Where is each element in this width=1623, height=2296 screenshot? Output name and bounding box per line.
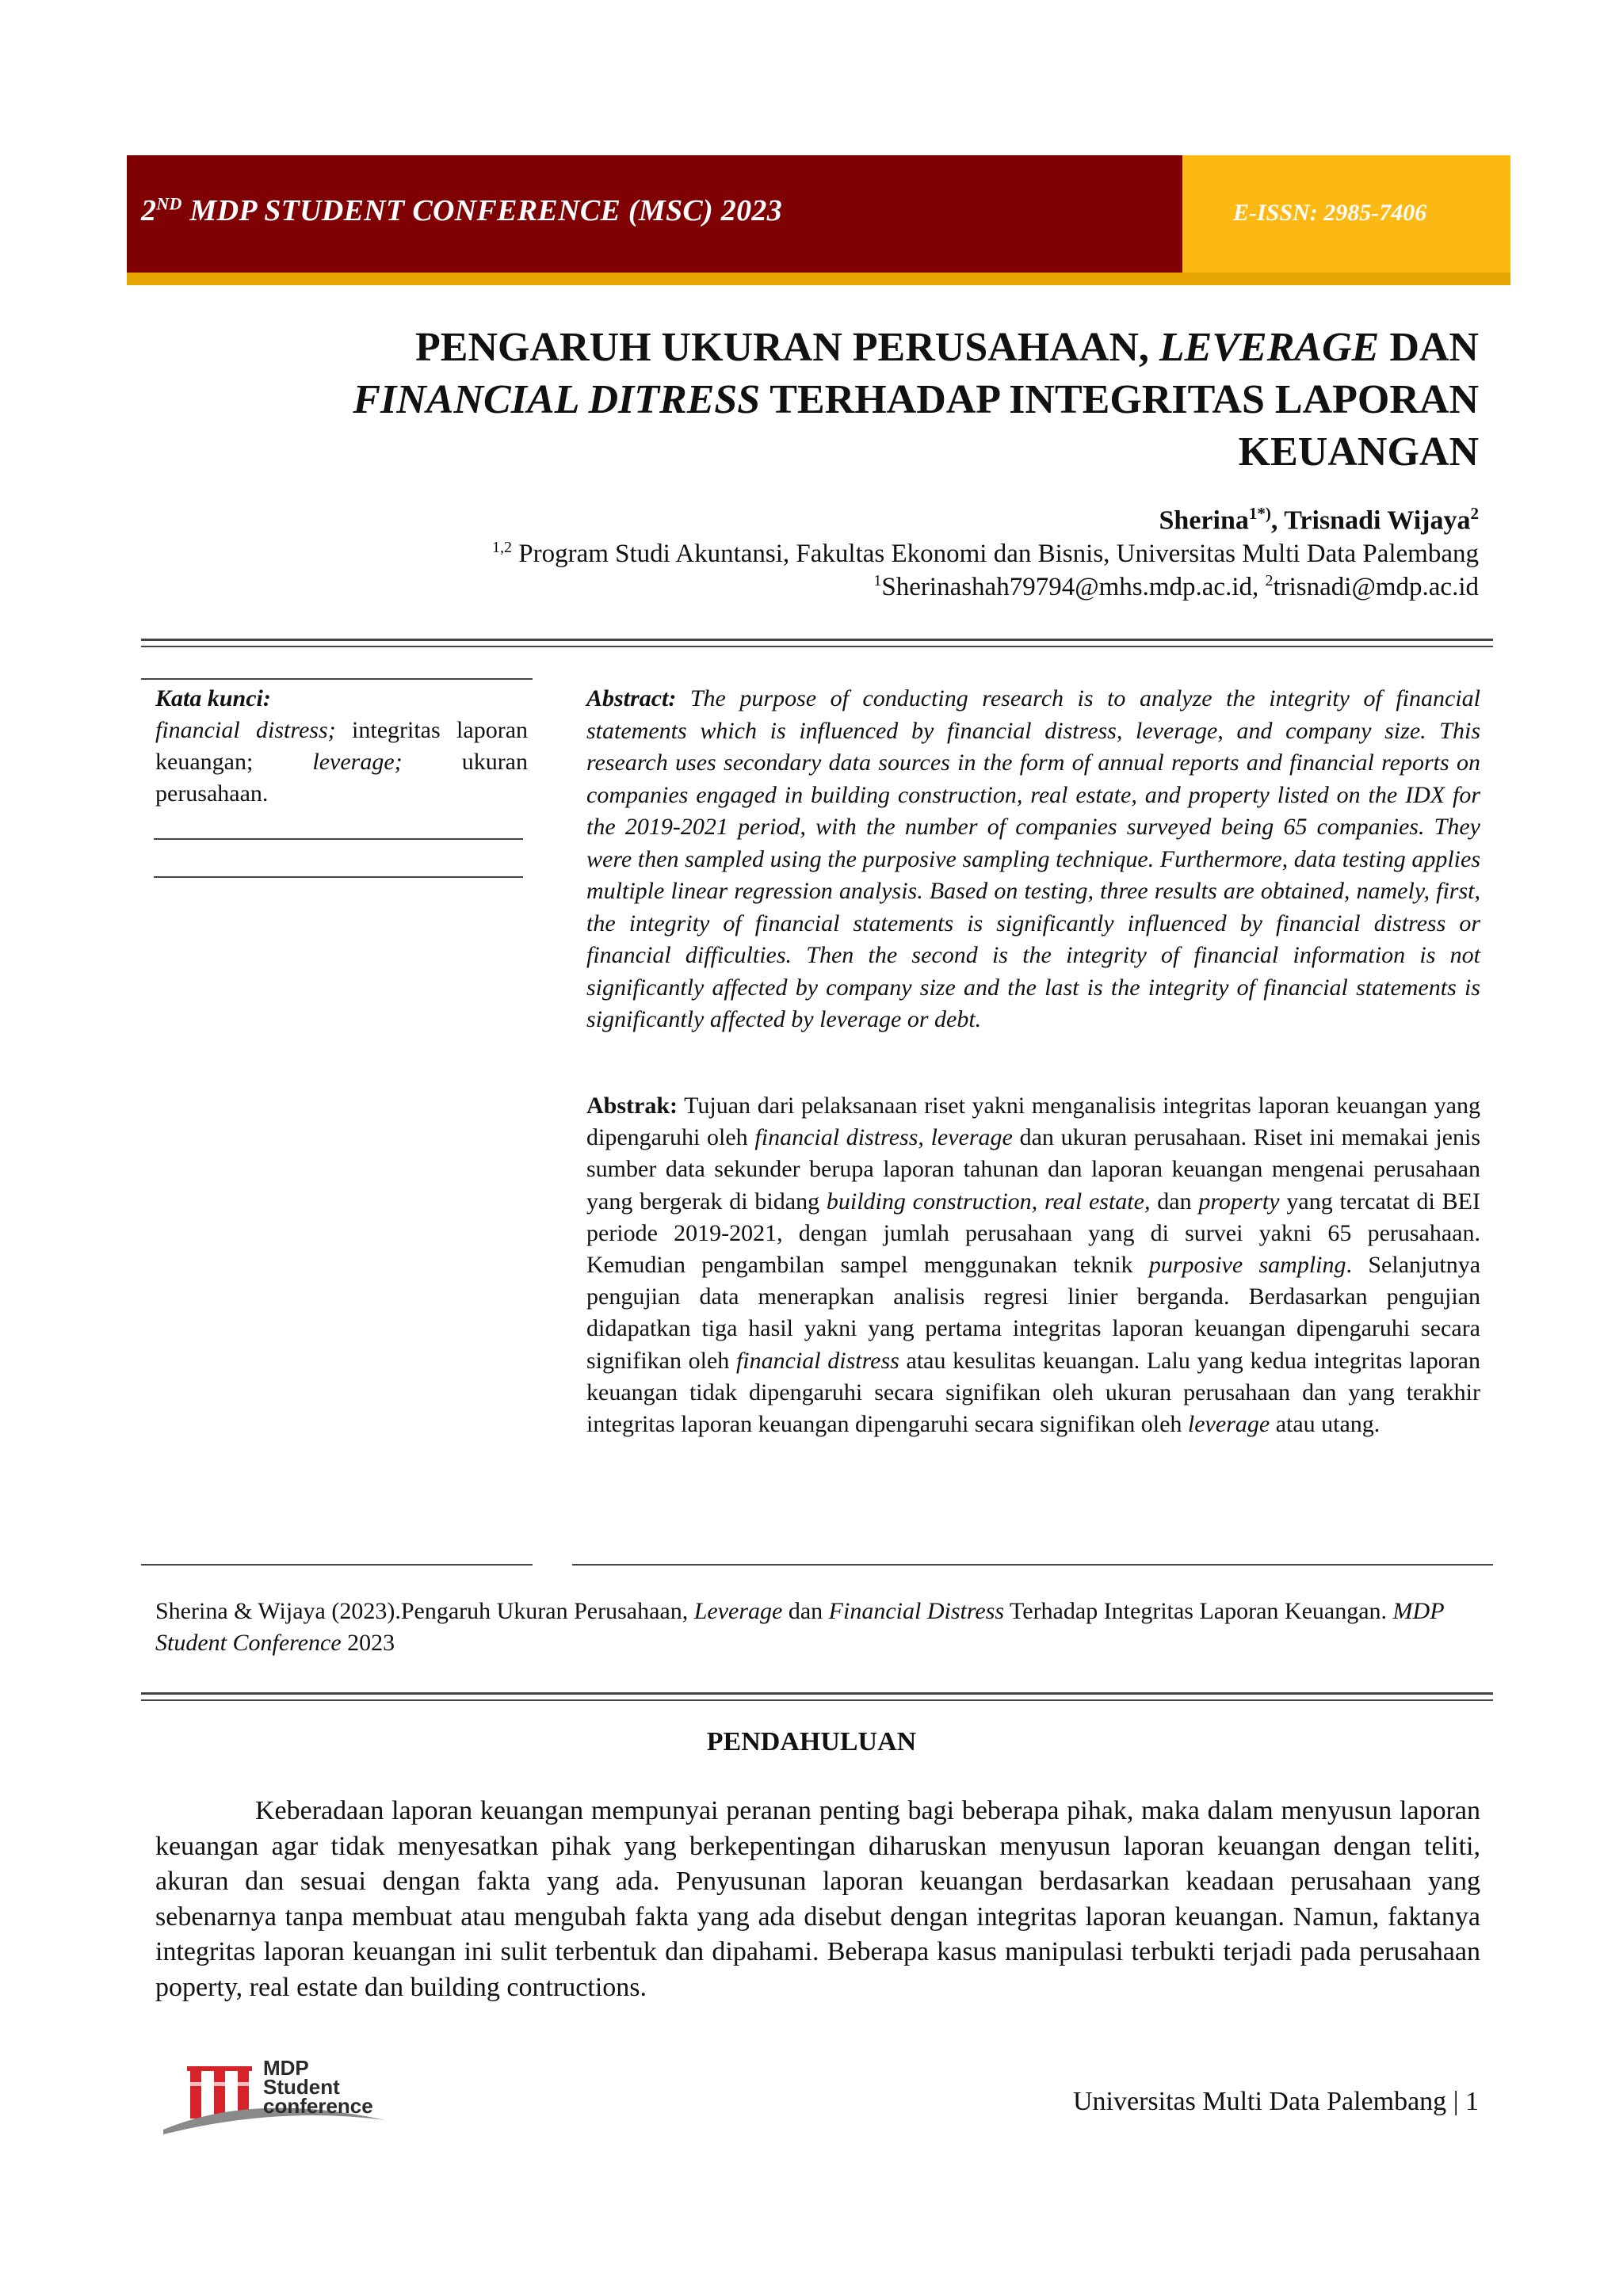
author-emails: $^1$Sherinashah79794@mhs.mdp.ac.id, $^2$trisnadi@mdp.ac.id xyxy=(873,572,1479,601)
conference-title: 2ND MDP STUDENT CONFERENCE (MSC) 2023 xyxy=(141,193,782,227)
keywords-rule-1 xyxy=(154,838,523,840)
issn-label: E-ISSN: 2985-7406 xyxy=(1233,200,1427,226)
citation-rule-top xyxy=(141,1692,1493,1695)
page-footer: Universitas Multi Data Palembang | 1 xyxy=(1073,2087,1479,2116)
abstract-rule-left xyxy=(141,1564,533,1566)
intro-paragraph: Keberadaan laporan keuangan mempunyai peranan penting bagi beberapa pihak, maka dalam menyusun laporan keuangan agar tidak menyesatkan pihak yang berkepentingan diharuskan menyusun laporan keuangan dengan teliti, akuran dan sesuai dengan fakta yang ada. Penyusunan laporan keuangan berdasarkan keadaan perusahaan yang sebenarnya tanpa membuat atau mengubah fakta yang ada disebut dengan integritas laporan keuangan. Namun, faktanya integritas laporan keuangan ini sulit terbentuk dan dipahami. Beberapa kasus manipulasi terbukti terjadi pada perusahaan poperty, real estate dan building contructions. xyxy=(155,1796,1480,2002)
header-rule-bottom xyxy=(141,646,1493,647)
page-number: 1 xyxy=(1465,2087,1479,2116)
abstract-english: Abstract: The purpose of conducting research is to analyze the integrity of financial statements which is influenced by financial distress, leverage, and company size. This research uses secondary data sources in the form of annual reports and financial reports on companies engaged in building construction, real estate, and property listed on the IDX for the 2019-2021 period, with the number of companies surveyed being 65 companies. They were then sampled using the purposive sampling technique. Furthermore, data testing applies multiple linear regression analysis. Based on testing, three results are obtained, namely, first, the integrity of financial statements is significantly influenced by financial distress or financial difficulties. Then the second is the integrity of financial information is not significantly affected by company size and the last is the integrity of financial statements is significantly affected by leverage or debt. xyxy=(586,685,1480,1032)
author-list: Sherina$^{1*)}$, Trisnadi Wijaya$^2$ xyxy=(1159,504,1479,536)
citation: Sherina & Wijaya (2023).Pengaruh Ukuran Perusahaan, Leverage dan Financial Distress Terhadap Integritas Laporan Keuangan. MDP Student Conference 2023 xyxy=(155,1598,1444,1656)
keywords-rule-top xyxy=(141,678,533,680)
keywords-heading: Kata kunci: xyxy=(155,685,271,711)
citation-rule-bottom xyxy=(141,1699,1493,1701)
keywords-list: financial distress; integritas laporan keuangan; leverage; ukuran perusahaan. xyxy=(155,717,529,807)
header-rule-top xyxy=(141,639,1493,641)
keywords-rule-2 xyxy=(154,876,523,878)
abstract-rule-right xyxy=(572,1564,1493,1566)
keywords-box xyxy=(155,683,528,810)
affiliation: $^{1,2}$ Program Studi Akuntansi, Fakultas Ekonomi dan Bisnis, Universitas Multi Data Palembang xyxy=(491,539,1479,568)
header-accent-bar xyxy=(127,273,1510,285)
logo-wordmark: MDP Student conference xyxy=(263,2056,373,2118)
section-heading: PENDAHULUAN xyxy=(706,1727,917,1756)
abstract-indonesian: Abstrak: Tujuan dari pelaksanaan riset yakni menganalisis integritas laporan keuangan yang dipengaruhi oleh financial distress, leverage dan ukuran perusahaan. Riset ini memakai jenis sumber data sekunder berupa laporan tahunan dan laporan keuangan mengenai perusahaan yang bergerak di bidang building construction, real estate, dan property yang tercatat di BEI periode 2019-2021, dengan jumlah perusahaan yang di survei yakni 65 perusahaan. Kemudian pengambilan sampel menggunakan teknik purposive sampling. Selanjutnya pengujian data menerapkan analisis regresi linier berganda. Berdasarkan pengujian didapatkan tiga hasil yakni yang pertama integritas laporan keuangan dipengaruhi secara signifikan oleh financial distress atau kesulitas keuangan. Lalu yang kedua integritas laporan keuangan tidak dipengaruhi secara signifikan oleh ukuran perusahaan dan yang terakhir integritas laporan keuangan dipengaruhi secara signifikan oleh leverage atau utang. xyxy=(586,1093,1481,1438)
paper-title: PENGARUH UKURAN PERUSAHAAN, LEVERAGE DAN FINANCIAL DITRESS TERHADAP INTEGRITAS LAPORAN KEUANGAN xyxy=(353,325,1479,475)
